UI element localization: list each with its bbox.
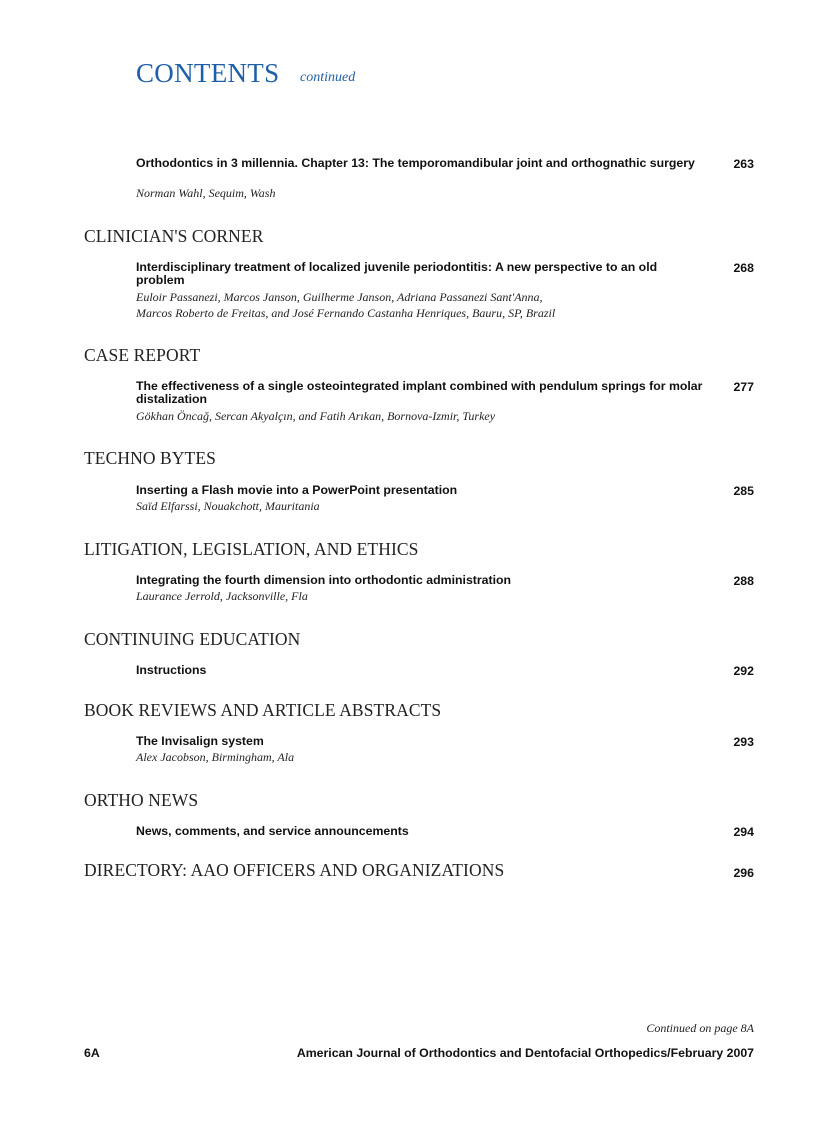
- article-title[interactable]: The effectiveness of a single osteointegrated implant combined with pendulum springs for molar distalization: [136, 379, 703, 406]
- folio: 6A: [84, 1046, 100, 1060]
- page-number: 296: [733, 866, 754, 880]
- page-number: 292: [733, 664, 754, 678]
- article-authors: Euloir Passanezi, Marcos Janson, Guilherme Janson, Adriana Passanezi Sant'Anna,: [136, 290, 543, 304]
- page-number: 293: [733, 735, 754, 749]
- page-number: 285: [733, 484, 754, 498]
- article-title[interactable]: The Invisalign system: [136, 734, 264, 748]
- page-number: 268: [733, 261, 754, 275]
- article-title[interactable]: Inserting a Flash movie into a PowerPoint presentation: [136, 483, 458, 497]
- section-heading: TECHNO BYTES: [84, 448, 216, 468]
- page-number: 277: [733, 380, 754, 394]
- section-heading: BOOK REVIEWS AND ARTICLE ABSTRACTS: [84, 700, 442, 720]
- section-heading: CASE REPORT: [84, 345, 201, 365]
- article-authors: Gökhan Öncağ, Sercan Akyalçın, and Fatih Arıkan, Bornova-Izmir, Turkey: [136, 409, 496, 423]
- article-authors: Saïd Elfarssi, Nouakchott, Mauritania: [136, 499, 320, 513]
- article-title[interactable]: Orthodontics in 3 millennia. Chapter 13: The temporomandibular joint and orthognathic surgery: [136, 156, 695, 170]
- page-subtitle: continued: [300, 70, 356, 85]
- article-title[interactable]: News, comments, and service announcements: [136, 824, 409, 838]
- section-heading: CONTINUING EDUCATION: [84, 629, 301, 649]
- article-title[interactable]: Instructions: [136, 663, 207, 677]
- section-heading[interactable]: DIRECTORY: AAO OFFICERS AND ORGANIZATIONS: [84, 860, 505, 880]
- running-footer: American Journal of Orthodontics and Dentofacial Orthopedics/February 2007: [296, 1046, 754, 1060]
- page-title: CONTENTS: [136, 58, 280, 88]
- article-authors: Marcos Roberto de Freitas, and José Fernando Castanha Henriques, Bauru, SP, Brazil: [136, 306, 556, 320]
- page-number: 263: [733, 157, 754, 171]
- article-title[interactable]: Integrating the fourth dimension into orthodontic administration: [136, 573, 512, 587]
- section-heading: LITIGATION, LEGISLATION, AND ETHICS: [84, 539, 419, 559]
- section-heading: CLINICIAN'S CORNER: [84, 226, 264, 246]
- page-number: 288: [733, 574, 754, 588]
- article-title[interactable]: Interdisciplinary treatment of localized juvenile periodontitis: A new perspective to an old problem: [136, 260, 658, 287]
- continued-note: Continued on page 8A: [646, 1021, 754, 1035]
- page-number: 294: [733, 825, 754, 839]
- article-authors: Norman Wahl, Sequim, Wash: [136, 186, 276, 200]
- section-heading: ORTHO NEWS: [84, 790, 199, 810]
- article-authors: Laurance Jerrold, Jacksonville, Fla: [136, 589, 308, 603]
- article-authors: Alex Jacobson, Birmingham, Ala: [136, 750, 295, 764]
